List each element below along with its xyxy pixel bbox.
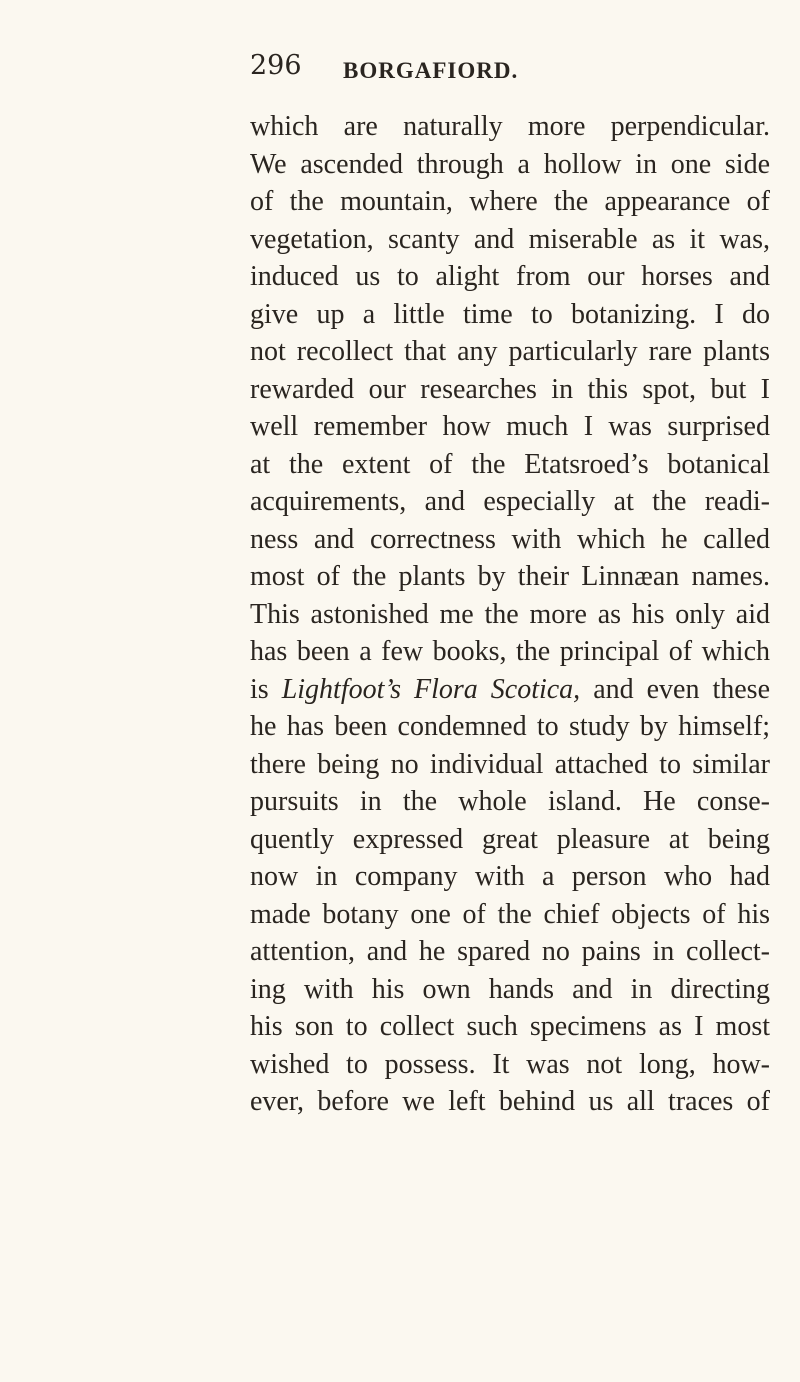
body-text — [250, 108, 770, 1121]
text-line: at the extent of the Etatsroed’s botanical — [250, 448, 770, 480]
text-line: well remember how much I was surprised — [250, 411, 770, 442]
text-line: most of the plants by their Linnæan names. — [250, 561, 770, 592]
text-line: This astonished me the more as his only aid — [250, 598, 770, 630]
book-title-italic: Lightfoot’s Flora Scotica, — [281, 673, 581, 705]
text-line: quently expressed great pleasure at being — [250, 823, 770, 855]
text-line-with-title — [250, 671, 770, 709]
text-line: not recollect that any particularly rare plants — [250, 336, 770, 367]
text-fragment: is — [250, 673, 269, 705]
text-fragment: and even these — [593, 673, 770, 705]
text-line: his son to collect such specimens as I most — [250, 1011, 770, 1042]
text-line: give up a little time to botanizing. I do — [250, 298, 770, 330]
text-line: wished to possess. It was not long, how- — [250, 1048, 770, 1080]
text-line: of the mountain, where the appearance of — [250, 186, 770, 217]
text-line: vegetation, scanty and miserable as it was, — [250, 223, 770, 255]
running-title: BORGAFIORD. — [343, 58, 519, 83]
page-number: 296 — [250, 50, 302, 81]
text-line: ing with his own hands and in directing — [250, 973, 770, 1005]
text-line: induced us to alight from our horses and — [250, 261, 770, 292]
text-line: made botany one of the chief objects of his — [250, 898, 770, 930]
text-line: now in company with a person who had — [250, 861, 770, 892]
text-line: there being no individual attached to similar — [250, 748, 770, 780]
text-line: pursuits in the whole island. He conse- — [250, 786, 770, 817]
text-line: he has been condemned to study by himself; — [250, 711, 770, 742]
text-line: We ascended through a hollow in one side — [250, 148, 770, 180]
page-header — [0, 50, 800, 90]
text-line: acquirements, and especially at the readi- — [250, 486, 770, 517]
text-line: which are naturally more perpendicular. — [250, 111, 770, 142]
text-line: rewarded our researches in this spot, but I — [250, 373, 770, 405]
text-line: ness and correctness with which he called — [250, 523, 770, 555]
text-line: has been a few books, the principal of which — [250, 636, 770, 667]
text-line: ever, before we left behind us all traces of — [250, 1086, 770, 1117]
text-line: attention, and he spared no pains in collect- — [250, 936, 770, 967]
